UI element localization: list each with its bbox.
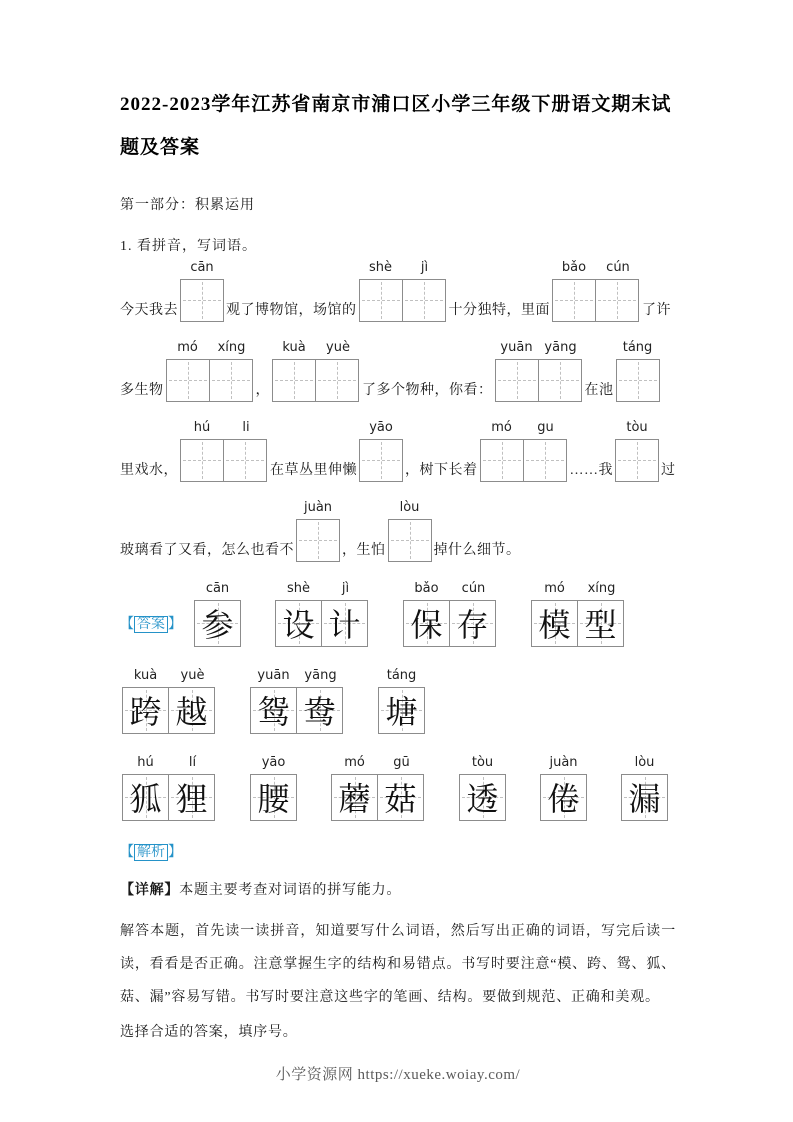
page-title: 2022-2023学年江苏省南京市浦口区小学三年级下册语文期末试题及答案 [120, 94, 672, 158]
text-segment: 里戏水， [120, 462, 178, 478]
pinyin-syllable: juàn [549, 754, 578, 770]
answer-char-box [331, 774, 378, 821]
writing-box [552, 279, 596, 322]
closing-line: 选择合适的答案，填序号。 [120, 1024, 298, 1040]
answer-label [120, 613, 182, 647]
section-heading: 第一部分：积累运用 [120, 197, 255, 213]
pinyin-row [296, 499, 340, 519]
answer-char-box [122, 774, 169, 821]
text-segment: 玻璃看了又看，怎么也看不 [120, 542, 294, 558]
text-segment: 在草丛里伸懒 [270, 462, 357, 478]
text-segment: ……我 [569, 462, 613, 478]
explanation-paragraph: 解答本题，首先读一读拼音，知道要写什么词语，然后写出正确的词语，写完后读一读，看看是否正确。注意掌握生字的结构和易错点。书写时要注意“模、跨、鸳、狐、菇、漏”容易写错。书写时要注意这些字的笔画、结构。要做到规范、正确和美观。 [120, 924, 676, 1006]
text-segment: 了许 [642, 302, 671, 318]
pinyin-box-group [388, 499, 432, 562]
pinyin-syllable: gū [393, 754, 410, 770]
writing-boxes [616, 359, 660, 402]
pinyin-row [275, 580, 369, 600]
analysis-label [120, 841, 676, 861]
writing-boxes [359, 279, 447, 322]
footer-text: 小学资源网 https://xueke.woiay.com/ [275, 1067, 521, 1083]
bracket-open: 【 [120, 844, 134, 860]
pinyin-box-group [480, 419, 568, 482]
writing-box [595, 279, 639, 322]
pinyin-syllable: hú [137, 754, 154, 770]
pinyin-syllable: táng [622, 339, 653, 355]
bracket-open: 【 [120, 616, 134, 632]
answer-char: 狸 [175, 781, 208, 817]
answer-row [120, 754, 676, 821]
pinyin-row [552, 259, 640, 279]
exercise-lines [120, 259, 676, 562]
answer-section [120, 580, 676, 821]
writing-box [223, 439, 267, 482]
answer-char-box [250, 774, 297, 821]
exercise-line [120, 419, 676, 482]
pinyin-row [331, 754, 425, 774]
writing-boxes [495, 359, 583, 402]
answer-char-box [296, 687, 343, 734]
text-segment: ， [255, 382, 270, 398]
pinyin-box-group [615, 419, 659, 482]
writing-boxes [331, 774, 425, 821]
text-segment: ，树下长着 [405, 462, 478, 478]
writing-box [180, 439, 224, 482]
writing-box [616, 359, 660, 402]
pinyin-syllable: bǎo [414, 580, 439, 596]
pinyin-row [531, 580, 625, 600]
pinyin-row [180, 259, 224, 279]
answer-char: 保 [410, 607, 443, 643]
answer-label-inner: 答案 [134, 616, 168, 633]
pinyin-syllable: gu [537, 419, 554, 435]
writing-boxes [122, 774, 216, 821]
pinyin-syllable: kuà [133, 667, 158, 683]
pinyin-syllable: yāo [369, 419, 393, 435]
writing-box [296, 519, 340, 562]
writing-boxes [296, 519, 340, 562]
question-text: 1. 看拼音，写词语。 [120, 238, 257, 254]
pinyin-row [480, 419, 568, 439]
exercise-line [120, 339, 676, 402]
answer-char-box [250, 687, 297, 734]
writing-box [359, 439, 403, 482]
analysis-label-wrap [120, 844, 182, 861]
text-segment: 今天我去 [120, 302, 178, 318]
writing-boxes [180, 279, 224, 322]
pinyin-row [615, 419, 659, 439]
pinyin-syllable: bǎo [561, 259, 587, 275]
pinyin-row [459, 754, 506, 774]
analysis-label-inner: 解析 [134, 844, 168, 861]
pinyin-syllable: jì [341, 580, 350, 596]
pinyin-syllable: mó [344, 754, 365, 770]
pinyin-syllable: shè [286, 580, 310, 596]
pinyin-box-group [552, 259, 640, 322]
pinyin-row [272, 339, 360, 359]
writing-boxes [194, 600, 241, 647]
writing-boxes [459, 774, 506, 821]
pinyin-row [616, 339, 660, 359]
pinyin-box-group [180, 259, 224, 322]
answer-group [540, 754, 587, 821]
pinyin-syllable: jì [420, 259, 429, 275]
exercise-line [120, 499, 676, 562]
writing-boxes [275, 600, 369, 647]
answer-char: 菇 [384, 781, 417, 817]
writing-box [359, 279, 403, 322]
pinyin-row [194, 580, 241, 600]
writing-boxes [403, 600, 497, 647]
pinyin-syllable: yuān [500, 339, 533, 355]
writing-boxes [552, 279, 640, 322]
pinyin-row [359, 419, 403, 439]
answer-group [194, 580, 241, 647]
pinyin-syllable: cún [461, 580, 486, 596]
pinyin-box-group [616, 339, 660, 402]
pinyin-syllable: xíng [587, 580, 616, 596]
answer-char-box [459, 774, 506, 821]
pinyin-syllable: shè [368, 259, 392, 275]
writing-boxes [531, 600, 625, 647]
pinyin-syllable: tòu [626, 419, 648, 435]
pinyin-row [388, 499, 432, 519]
pinyin-syllable: hú [193, 419, 211, 435]
bracket-close: 】 [168, 616, 182, 632]
text-segment: 多生物 [120, 382, 164, 398]
detail-text: 本题主要考查对词语的拼写能力。 [179, 882, 402, 898]
answer-char-box [378, 687, 425, 734]
detail-line [120, 879, 676, 903]
writing-box [209, 359, 253, 402]
pinyin-row [403, 580, 497, 600]
bracket-close: 】 [168, 844, 182, 860]
pinyin-box-group [359, 419, 403, 482]
pinyin-syllable: lòu [399, 499, 420, 515]
pinyin-syllable: juàn [303, 499, 333, 515]
writing-boxes [250, 687, 344, 734]
answer-char: 腰 [257, 781, 290, 817]
writing-boxes [615, 439, 659, 482]
answer-char-box [168, 774, 215, 821]
writing-boxes [166, 359, 254, 402]
answer-char-box [377, 774, 424, 821]
answer-row [120, 667, 676, 734]
writing-box [180, 279, 224, 322]
text-segment: 观了博物馆，场馆的 [226, 302, 357, 318]
pinyin-syllable: mó [177, 339, 198, 355]
answer-group [459, 754, 506, 821]
pinyin-syllable: tòu [471, 754, 494, 770]
answer-group [275, 580, 369, 647]
writing-boxes [180, 439, 268, 482]
pinyin-syllable: yuè [326, 339, 350, 355]
answer-char: 存 [456, 607, 489, 643]
document-content [120, 84, 676, 1063]
pinyin-row [359, 259, 447, 279]
writing-box [495, 359, 539, 402]
pinyin-box-group [495, 339, 583, 402]
answer-char: 设 [282, 607, 315, 643]
writing-box [402, 279, 446, 322]
writing-box [272, 359, 316, 402]
answer-char-box [531, 600, 578, 647]
pinyin-box-group [272, 339, 360, 402]
answer-char: 跨 [129, 694, 162, 730]
answer-char-box [168, 687, 215, 734]
answer-group [122, 754, 216, 821]
text-segment: 十分独特，里面 [448, 302, 550, 318]
pinyin-box-group [166, 339, 254, 402]
pinyin-syllable: mó [544, 580, 565, 596]
answer-char-box [321, 600, 368, 647]
answer-char: 狐 [129, 781, 162, 817]
answer-char-box [577, 600, 624, 647]
pinyin-box-group [359, 259, 447, 322]
answer-char-box [403, 600, 450, 647]
writing-boxes [250, 774, 297, 821]
pinyin-syllable: lí [188, 754, 197, 770]
writing-boxes [540, 774, 587, 821]
writing-boxes [378, 687, 425, 734]
pinyin-row [250, 667, 344, 687]
writing-box [166, 359, 210, 402]
exercise-line [120, 259, 676, 322]
pinyin-row [495, 339, 583, 359]
writing-boxes [122, 687, 216, 734]
pinyin-row [378, 667, 425, 687]
pinyin-row [122, 754, 216, 774]
pinyin-syllable: xíng [217, 339, 246, 355]
text-segment: ，生怕 [342, 542, 386, 558]
writing-boxes [272, 359, 360, 402]
writing-box [480, 439, 524, 482]
writing-boxes [359, 439, 403, 482]
pinyin-syllable: yāng [544, 339, 577, 355]
answer-row [120, 580, 676, 647]
answer-char-box [275, 600, 322, 647]
text-segment: 在池 [584, 382, 614, 398]
answer-group [403, 580, 497, 647]
writing-box [315, 359, 359, 402]
answer-char: 倦 [547, 781, 580, 817]
answer-char-box [122, 687, 169, 734]
answer-group [531, 580, 625, 647]
pinyin-row [166, 339, 254, 359]
pinyin-row [250, 754, 297, 774]
answer-group [250, 754, 297, 821]
pinyin-row [540, 754, 587, 774]
answer-char: 蘑 [338, 781, 371, 817]
writing-box [538, 359, 582, 402]
answer-char-box [194, 600, 241, 647]
answer-group [331, 754, 425, 821]
text-segment: 过 [661, 462, 676, 478]
answer-char-box [621, 774, 668, 821]
answer-char: 透 [466, 781, 499, 817]
pinyin-box-group [296, 499, 340, 562]
page-footer [120, 1063, 676, 1084]
pinyin-syllable: lòu [634, 754, 655, 770]
answer-char: 型 [584, 607, 617, 643]
pinyin-syllable: cān [205, 580, 230, 596]
answer-char: 越 [175, 694, 208, 730]
answer-char-box [540, 774, 587, 821]
text-segment: 了多个物种，你看： [362, 382, 493, 398]
answer-group [621, 754, 668, 821]
pinyin-syllable: yuè [180, 667, 205, 683]
pinyin-syllable: yuān [257, 667, 290, 683]
writing-boxes [480, 439, 568, 482]
pinyin-row [122, 667, 216, 687]
pinyin-syllable: mó [491, 419, 512, 435]
answer-char: 鸳 [257, 694, 290, 730]
answer-char: 漏 [628, 781, 661, 817]
answer-char: 参 [201, 607, 234, 643]
pinyin-syllable: kuà [282, 339, 306, 355]
writing-boxes [388, 519, 432, 562]
writing-boxes [621, 774, 668, 821]
writing-box [523, 439, 567, 482]
writing-box [615, 439, 659, 482]
answer-group [250, 667, 344, 734]
pinyin-box-group [180, 419, 268, 482]
answer-char: 鸯 [303, 694, 336, 730]
detail-label: 【详解】 [120, 882, 180, 898]
pinyin-syllable: yāng [304, 667, 337, 683]
text-segment: 掉什么细节。 [433, 542, 521, 558]
answer-char-box [449, 600, 496, 647]
pinyin-syllable: cān [190, 259, 214, 275]
pinyin-syllable: cún [606, 259, 630, 275]
answer-group [378, 667, 425, 734]
writing-box [388, 519, 432, 562]
answer-group [122, 667, 216, 734]
answer-char: 塘 [385, 694, 418, 730]
answer-char: 计 [328, 607, 361, 643]
pinyin-row [621, 754, 668, 774]
answer-char: 模 [538, 607, 571, 643]
pinyin-row [180, 419, 268, 439]
pinyin-syllable: li [242, 419, 250, 435]
pinyin-syllable: táng [386, 667, 417, 683]
pinyin-syllable: yāo [261, 754, 286, 770]
